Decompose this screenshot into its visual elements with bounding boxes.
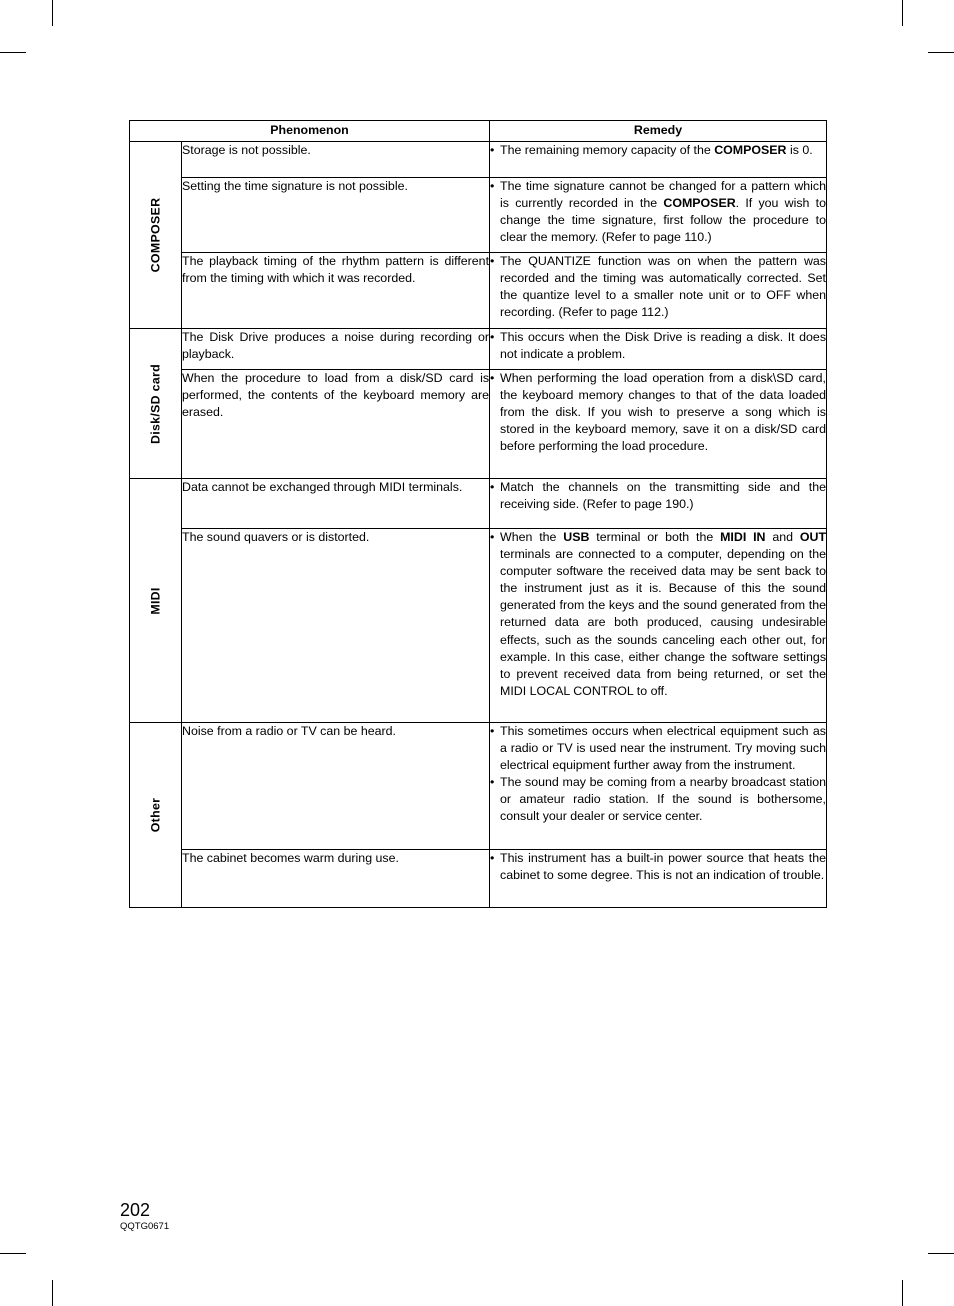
- remedy-text: The QUANTIZE function was on when the pattern was recorded and the timing was automatically corrected. Set the quantize level to a smaller note unit or to OFF when recording. (Refer to page 112.): [500, 254, 827, 320]
- bullet-glyph: •: [490, 851, 495, 865]
- phenomenon-text: The playback timing of the rhythm pattern is different from the timing with which it was recorded.: [182, 254, 490, 286]
- bullet-glyph: •: [490, 143, 495, 157]
- category-label-other: Other: [147, 797, 162, 833]
- phenomenon-cell: [182, 329, 490, 370]
- phenomenon-text: The sound quavers or is distorted.: [182, 530, 370, 544]
- crop-mark: [902, 0, 903, 26]
- crop-mark: [928, 52, 954, 53]
- remedy-bullet: [490, 479, 826, 513]
- category-label-composer: COMPOSER: [147, 197, 162, 273]
- table-header-row: [130, 121, 827, 142]
- crop-mark: [902, 1280, 903, 1306]
- bullet-glyph: •: [490, 371, 495, 385]
- phenomenon-text: When the procedure to load from a disk/SD card is performed, the contents of the keyboard memory are erased.: [182, 371, 490, 420]
- phenomenon-text: The Disk Drive produces a noise during recording or playback.: [182, 330, 490, 362]
- bullet-glyph: •: [490, 724, 495, 738]
- phenomenon-text: The cabinet becomes warm during use.: [182, 851, 399, 865]
- remedy-bullet: [490, 529, 826, 700]
- phenomenon-text: Data cannot be exchanged through MIDI terminals.: [182, 480, 463, 494]
- table-row: [130, 370, 827, 479]
- phenomenon-cell: [182, 723, 490, 850]
- remedy-cell: [490, 723, 827, 850]
- remedy-cell: [490, 370, 827, 479]
- remedy-text: The time signature cannot be changed for a pattern which is currently recorded in the COMPOSER. If you wish to change the time signature, first follow the procedure to clear the memory. (Refer to page 110.): [500, 179, 827, 245]
- remedy-text: This instrument has a built-in power source that heats the cabinet to some degree. This is not an indication of trouble.: [500, 851, 827, 883]
- crop-mark: [0, 52, 26, 53]
- remedy-bullet: [490, 253, 826, 321]
- phenomenon-text: Setting the time signature is not possible.: [182, 179, 408, 193]
- page-number: 202: [120, 1200, 151, 1220]
- remedy-bullet: [490, 370, 826, 455]
- crop-mark: [52, 1280, 53, 1306]
- table-row: [130, 253, 827, 329]
- remedy-bullet: [490, 142, 826, 159]
- table-row: [130, 329, 827, 370]
- phenomenon-cell: [182, 370, 490, 479]
- crop-mark: [928, 1253, 954, 1254]
- remedy-header: Remedy: [490, 121, 827, 142]
- phenomenon-text: Noise from a radio or TV can be heard.: [182, 724, 396, 738]
- remedy-text: This occurs when the Disk Drive is reading a disk. It does not indicate a problem.: [500, 330, 827, 362]
- phenomenon-cell: [182, 142, 490, 178]
- bullet-glyph: •: [490, 254, 495, 268]
- remedy-cell: [490, 178, 827, 253]
- bullet-glyph: •: [490, 330, 495, 344]
- table-row: [130, 850, 827, 908]
- table-row: [130, 723, 827, 850]
- remedy-text: This sometimes occurs when electrical equipment such as a radio or TV is used near the instrument. Try moving such electrical equipment further away from the instrument.: [500, 724, 827, 773]
- remedy-cell: [490, 479, 827, 529]
- phenomenon-cell: [182, 850, 490, 908]
- remedy-cell: [490, 142, 827, 178]
- phenomenon-cell: [182, 529, 490, 723]
- remedy-bullet: [490, 774, 826, 825]
- remedy-cell: [490, 529, 827, 723]
- remedy-text: The sound may be coming from a nearby broadcast station or amateur radio station. If the sound is bothersome, consult your dealer or service center.: [500, 775, 827, 824]
- remedy-cell: [490, 850, 827, 908]
- remedy-bullet: [490, 329, 826, 363]
- remedy-bullet: [490, 850, 826, 884]
- remedy-cell: [490, 329, 827, 370]
- phenomenon-cell: [182, 253, 490, 329]
- table-row: [130, 142, 827, 178]
- crop-mark: [0, 1253, 26, 1254]
- phenomenon-text: Storage is not possible.: [182, 143, 311, 157]
- troubleshooting-table: [129, 120, 827, 908]
- remedy-bullet: [490, 723, 826, 774]
- remedy-text: When the USB terminal or both the MIDI IN and OUT terminals are connected to a computer, depending on the computer software the received data may be sent back to the instrument just as it is. Because of this the sound generated from the keys and the sound generated from the returned data are both produced, causing undesirable effects, such as the sounds canceling each other out, for example. In this case, either change the software settings to prevent received data from being returned, or set the MIDI LOCAL CONTROL to off.: [500, 530, 827, 698]
- phenomenon-cell: [182, 479, 490, 529]
- remedy-text: When performing the load operation from a disk\SD card, the keyboard memory changes to that of the data loaded from the disk. If you wish to preserve a song which is stored in the keyboard memory, save it on a disk/SD card before performing the load procedure.: [500, 371, 827, 454]
- crop-mark: [52, 0, 53, 26]
- bullet-glyph: •: [490, 179, 495, 193]
- category-cell: [130, 479, 182, 723]
- remedy-text: The remaining memory capacity of the COMPOSER is 0.: [500, 143, 813, 157]
- remedy-cell: [490, 253, 827, 329]
- category-label-disk: Disk/SD card: [147, 363, 162, 444]
- remedy-text: Match the channels on the transmitting side and the receiving side. (Refer to page 190.): [500, 480, 827, 512]
- bullet-glyph: •: [490, 530, 495, 544]
- bullet-glyph: •: [490, 775, 495, 790]
- category-label-midi: MIDI: [147, 586, 162, 615]
- bullet-glyph: •: [490, 480, 495, 494]
- category-cell: [130, 329, 182, 479]
- table-row: [130, 479, 827, 529]
- category-cell: [130, 723, 182, 908]
- table-row: [130, 178, 827, 253]
- phenomenon-header: Phenomenon: [130, 121, 490, 142]
- table-row: [130, 529, 827, 723]
- remedy-bullet: [490, 178, 826, 246]
- document-code: QQTG0671: [120, 1221, 170, 1232]
- phenomenon-cell: [182, 178, 490, 253]
- category-cell: [130, 142, 182, 329]
